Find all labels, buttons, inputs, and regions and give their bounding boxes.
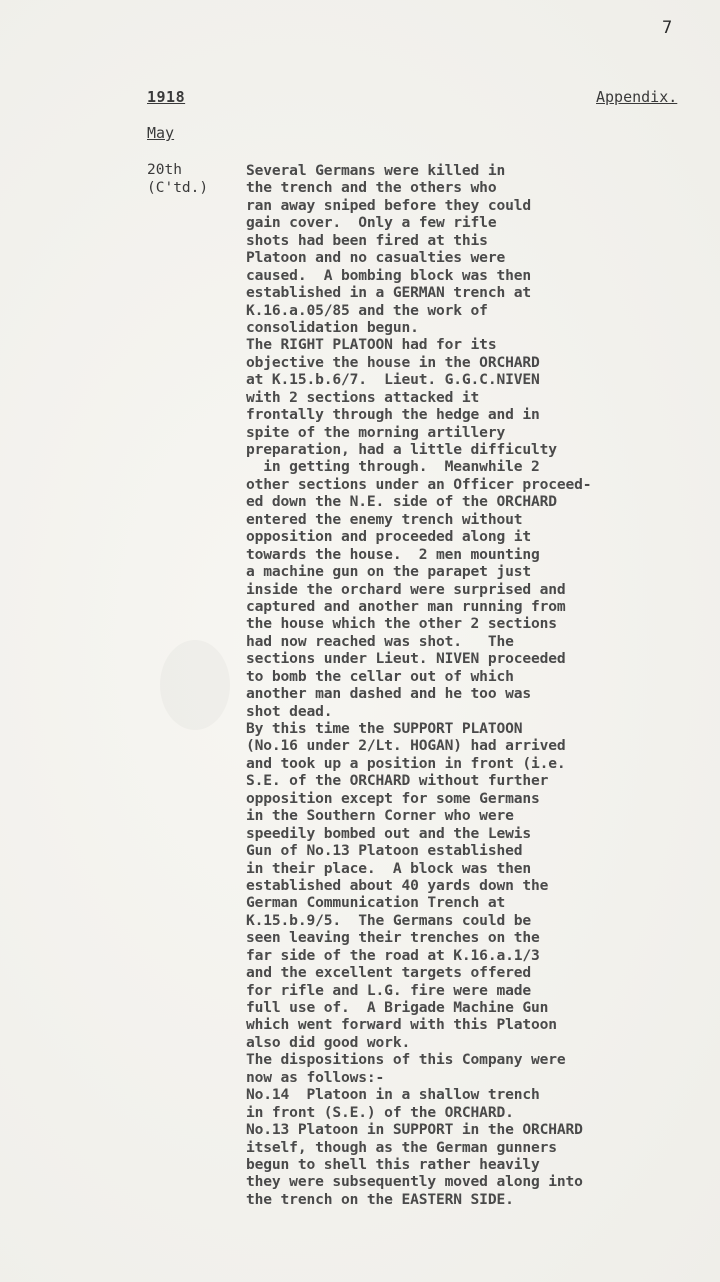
text-line: to bomb the cellar out of which — [246, 667, 514, 685]
text-line: which went forward with this Platoon — [246, 1016, 557, 1034]
entry-date: 20th — [147, 162, 182, 178]
text-line: far side of the road at K.16.a.1/3 — [246, 946, 540, 964]
entry-date-note: (C'td.) — [147, 179, 209, 196]
text-line: another man dashed and he too was — [246, 685, 531, 703]
text-line: German Communication Trench at — [246, 894, 506, 912]
text-line: K.15.b.9/5. The Germans could be — [246, 911, 531, 929]
text-line: they were subsequently moved along into — [246, 1173, 583, 1191]
text-line: had now reached was shot. The — [246, 632, 514, 650]
text-line: seen leaving their trenches on the — [246, 929, 540, 947]
text-line: itself, though as the German gunners — [246, 1138, 557, 1156]
text-line: ed down the N.E. side of the ORCHARD — [246, 493, 557, 511]
text-line: other sections under an Officer proceed- — [246, 475, 592, 493]
text-line: the trench on the EASTERN SIDE. — [246, 1190, 514, 1208]
text-line: in their place. A block was then — [246, 859, 531, 877]
text-line: caused. A bombing block was then — [246, 266, 531, 284]
text-line: spite of the morning artillery — [246, 423, 506, 441]
text-line: in front (S.E.) of the ORCHARD. — [246, 1103, 514, 1121]
month-heading: May — [147, 124, 175, 142]
text-line: in getting through. Meanwhile 2 — [246, 458, 540, 476]
text-line: S.E. of the ORCHARD without further — [246, 772, 549, 790]
text-line: Platoon and no casualties were — [246, 249, 506, 267]
page-number: 7 — [662, 18, 673, 38]
text-line: inside the orchard were surprised and — [246, 580, 566, 598]
text-line: at K.15.b.6/7. Lieut. G.G.C.NIVEN — [246, 371, 540, 389]
text-line: full use of. A Brigade Machine Gun — [246, 999, 549, 1016]
text-line: opposition except for some Germans — [246, 789, 540, 807]
text-line: the house which the other 2 sections — [246, 615, 557, 633]
text-line: No.14 Platoon in a shallow trench — [246, 1086, 540, 1104]
text-line: in the Southern Corner who were — [246, 807, 514, 825]
text-line: the trench and the others who — [246, 179, 497, 197]
text-line: sections under Lieut. NIVEN proceeded — [246, 650, 566, 668]
text-line: entered the enemy trench without — [246, 510, 523, 528]
text-line: for rifle and L.G. fire were made — [246, 981, 531, 999]
text-line: frontally through the hedge and in — [246, 406, 540, 424]
text-line: towards the house. 2 men mounting — [246, 545, 540, 563]
text-line: and took up a position in front (i.e. — [246, 754, 566, 772]
text-line: captured and another man running from — [246, 597, 566, 615]
text-line: The RIGHT PLATOON had for its — [246, 336, 497, 354]
text-line: begun to shell this rather heavily — [246, 1155, 540, 1173]
text-line: Several Germans were killed in — [246, 162, 506, 179]
text-line: ran away sniped before they could — [246, 196, 531, 214]
text-line: objective the house in the ORCHARD — [246, 353, 540, 371]
text-line: also did good work. — [246, 1033, 411, 1051]
text-line: and the excellent targets offered — [246, 964, 531, 982]
text-line: By this time the SUPPORT PLATOON — [246, 720, 523, 737]
text-line: now as follows:- — [246, 1068, 385, 1086]
text-line: established about 40 yards down the — [246, 876, 549, 894]
text-line: with 2 sections attacked it — [246, 388, 480, 406]
text-line: gain cover. Only a few rifle — [246, 214, 497, 232]
text-line: K.16.a.05/85 and the work of — [246, 301, 488, 319]
text-line: shots had been fired at this — [246, 231, 488, 249]
text-line: preparation, had a little difficulty — [246, 441, 557, 458]
text-line: Gun of No.13 Platoon established — [246, 842, 523, 860]
text-line: No.13 Platoon in SUPPORT in the ORCHARD — [246, 1121, 583, 1139]
text-line: established in a GERMAN trench at — [246, 284, 531, 302]
date-column — [147, 162, 208, 197]
text-line: a machine gun on the parapet just — [246, 563, 531, 581]
appendix-heading: Appendix. — [596, 88, 678, 106]
text-line: opposition and proceeded along it — [246, 528, 531, 546]
year-heading: 1918 — [147, 88, 186, 106]
text-line: shot dead. — [246, 702, 333, 720]
text-line: consolidation begun. — [246, 318, 419, 336]
text-line: speedily bombed out and the Lewis — [246, 824, 531, 842]
paper-smudge — [160, 640, 230, 730]
text-line: (No.16 under 2/Lt. HOGAN) had arrived — [246, 737, 566, 755]
diary-entry-text — [246, 162, 716, 1208]
text-line: The dispositions of this Company were — [246, 1051, 566, 1069]
